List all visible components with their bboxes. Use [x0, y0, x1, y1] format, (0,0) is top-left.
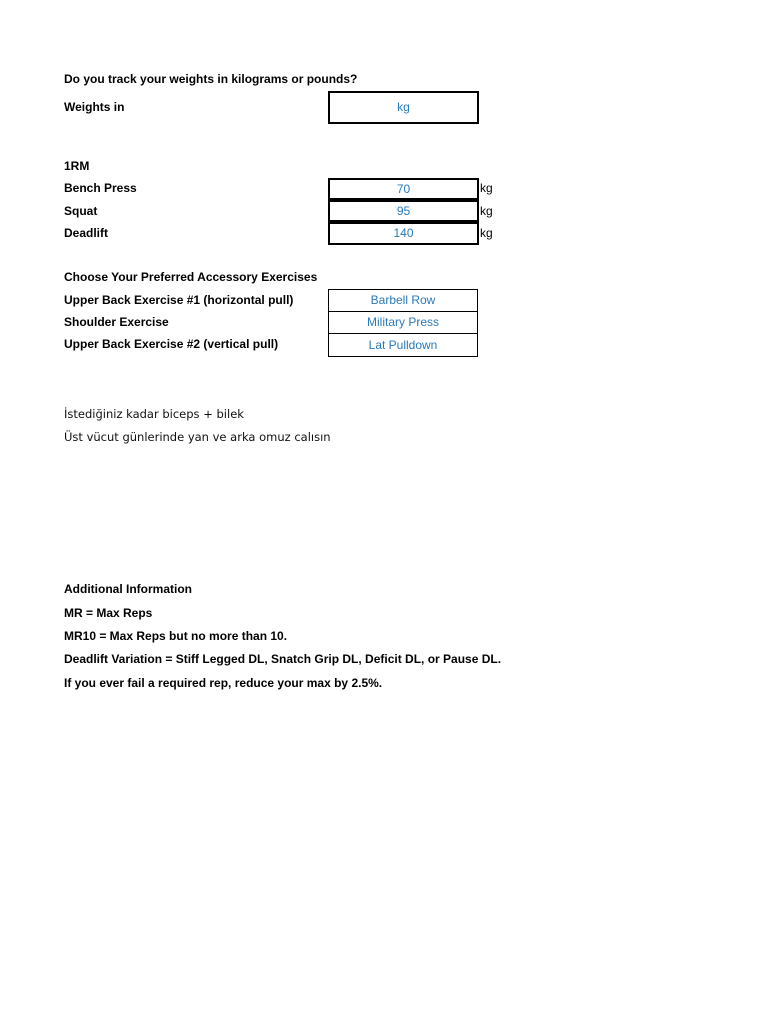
one-rm-heading: 1RM	[64, 159, 90, 173]
bench-press-label: Bench Press	[64, 181, 137, 195]
info-line-fail-rep: If you ever fail a required rep, reduce your max by 2.5%.	[64, 676, 383, 690]
upper-back-1-select[interactable]: Barbell Row	[328, 289, 478, 312]
upper-back-1-label: Upper Back Exercise #1 (horizontal pull)	[64, 293, 294, 307]
info-line-mr10: MR10 = Max Reps but no more than 10.	[64, 629, 288, 643]
units-question: Do you track your weights in kilograms or pounds?	[64, 72, 358, 86]
upper-back-2-label: Upper Back Exercise #2 (vertical pull)	[64, 337, 279, 351]
info-line-deadlift-variation: Deadlift Variation = Stiff Legged DL, Snatch Grip DL, Deficit DL, or Pause DL.	[64, 652, 502, 666]
shoulder-exercise-label: Shoulder Exercise	[64, 315, 169, 329]
deadlift-unit: kg	[480, 226, 493, 240]
deadlift-label: Deadlift	[64, 226, 109, 240]
squat-label: Squat	[64, 204, 98, 218]
weights-in-label: Weights in	[64, 100, 125, 114]
note-shoulders: Üst vücut günlerinde yan ve arka omuz calısın	[64, 430, 331, 444]
squat-1rm-input[interactable]: 95	[328, 200, 479, 222]
weights-unit-input[interactable]: kg	[328, 91, 479, 124]
bench-press-unit: kg	[480, 181, 493, 195]
info-line-mr: MR = Max Reps	[64, 606, 153, 620]
deadlift-1rm-input[interactable]: 140	[328, 222, 479, 245]
shoulder-exercise-select[interactable]: Military Press	[328, 311, 478, 334]
accessory-heading: Choose Your Preferred Accessory Exercises	[64, 270, 318, 284]
squat-unit: kg	[480, 204, 493, 218]
upper-back-2-select[interactable]: Lat Pulldown	[328, 333, 478, 357]
note-biceps: İstediğiniz kadar biceps + bilek	[64, 407, 244, 421]
additional-info-heading: Additional Information	[64, 582, 192, 596]
bench-press-1rm-input[interactable]: 70	[328, 178, 479, 200]
